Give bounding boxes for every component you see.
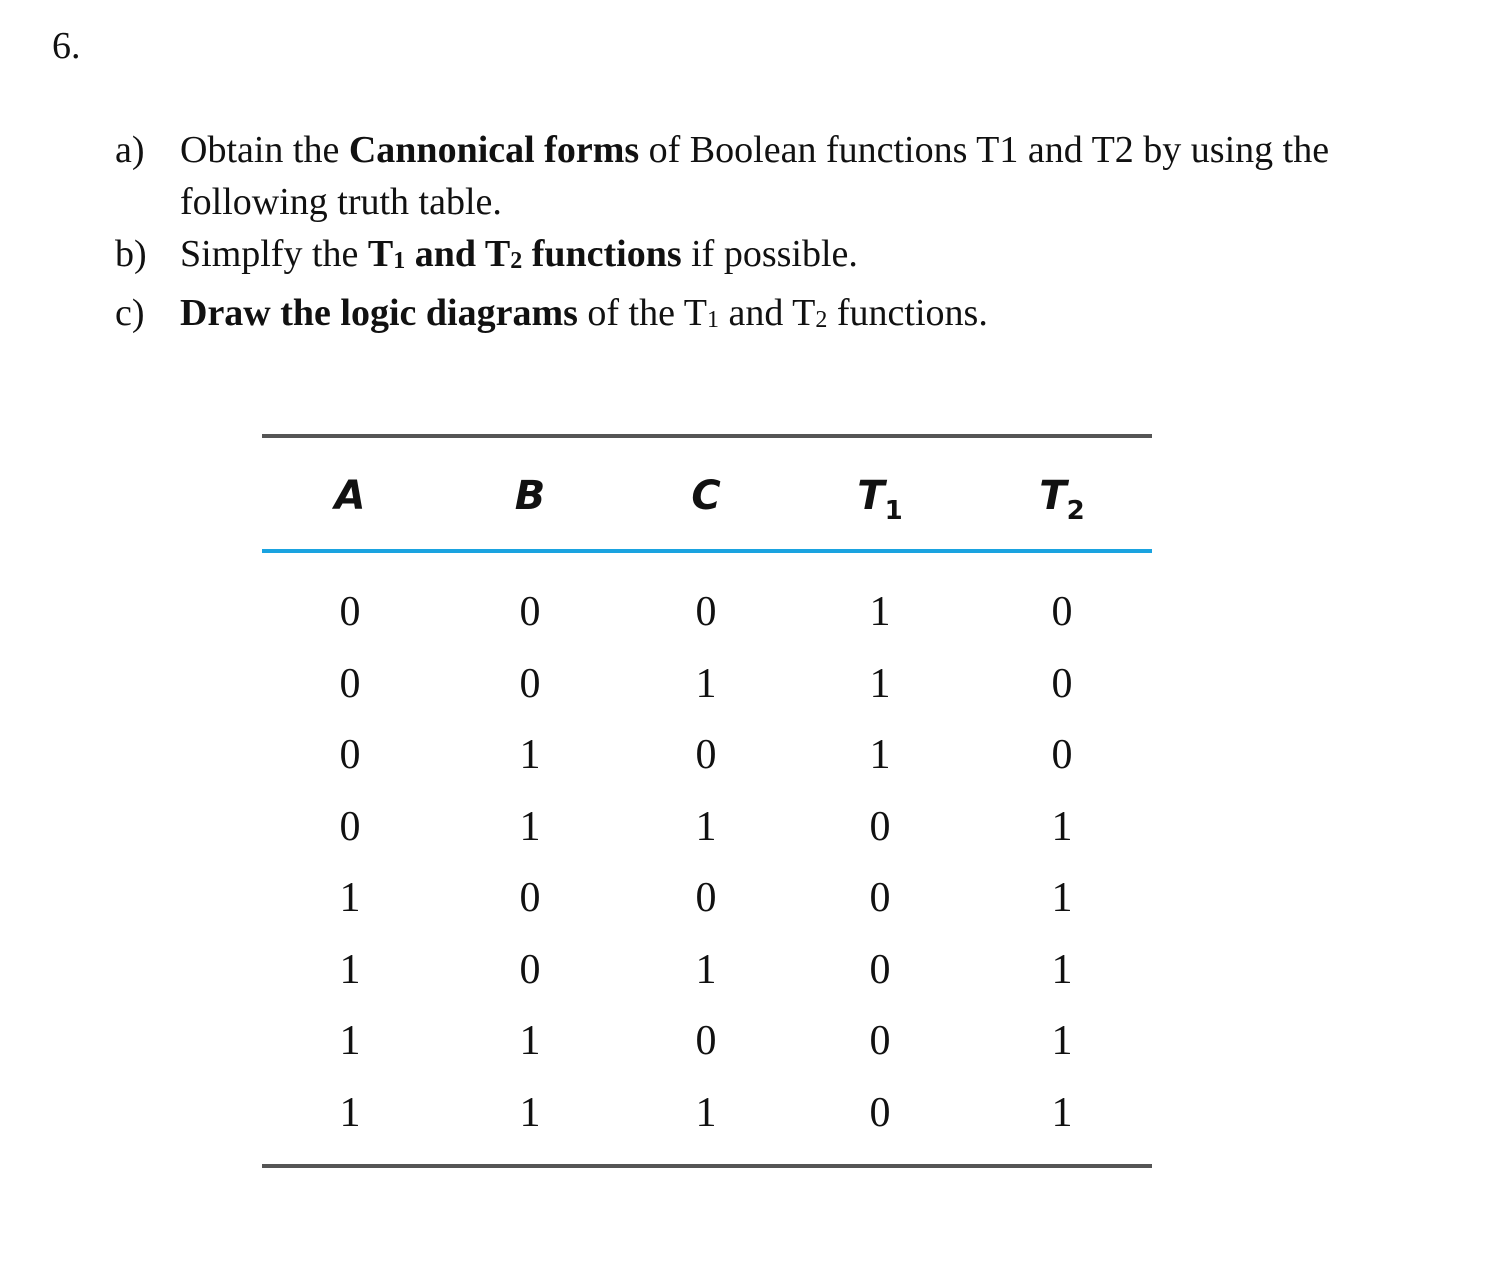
question-a-text (180, 124, 1465, 228)
column-header-label: T (857, 473, 885, 519)
table-cell: 0 (519, 946, 541, 993)
table-cell: 1 (695, 803, 717, 850)
table-cell: 0 (339, 589, 361, 635)
question-b (115, 228, 1465, 287)
table-cell: 1 (695, 946, 717, 993)
table-header-row (262, 438, 1152, 549)
table-row (262, 659, 1152, 731)
table-cell: 1 (339, 1089, 361, 1136)
table-cell: 0 (695, 1018, 717, 1064)
table-cell: 1 (1051, 1089, 1073, 1136)
table-cell: 0 (869, 1018, 891, 1064)
table-cell: 1 (519, 1089, 541, 1136)
table-cell: 1 (1051, 803, 1073, 850)
table-cell: 1 (869, 660, 891, 707)
table-cell: 0 (1051, 732, 1073, 778)
table-cell: 1 (519, 803, 541, 850)
text-segment: of Boolean functions T1 and T2 by using the following truth table. (180, 129, 1330, 223)
table-row (262, 1088, 1152, 1160)
column-header-label: C (691, 473, 721, 519)
table-cell: 0 (1051, 589, 1073, 635)
column-header (1039, 472, 1084, 535)
question-a-label: a) (115, 129, 145, 171)
table-cell: 1 (1051, 875, 1073, 921)
table-cell: 0 (339, 660, 361, 707)
table-row (262, 1016, 1152, 1088)
table-cell: 1 (695, 660, 717, 707)
table-cell: 0 (695, 589, 717, 635)
table-cell: 1 (695, 1089, 717, 1136)
table-cell: 1 (869, 589, 891, 635)
text-segment: if possible. (681, 233, 858, 275)
text-segment: functions (522, 233, 682, 275)
table-bottom-rule (262, 1164, 1152, 1168)
text-segment: and T (719, 292, 816, 334)
table-cell: 0 (869, 875, 891, 921)
column-header (857, 472, 902, 535)
table-cell: 0 (519, 875, 541, 921)
text-segment: 2 (510, 248, 523, 274)
table-row (262, 873, 1152, 945)
text-segment: and T (405, 233, 511, 275)
table-cell: 1 (519, 1018, 541, 1064)
table-cell: 1 (1051, 1018, 1073, 1064)
table-cell: 0 (519, 660, 541, 707)
question-a (115, 124, 1465, 228)
question-c (115, 287, 1465, 346)
question-list (115, 124, 1465, 346)
text-segment: Simplfy the (180, 233, 368, 275)
text-segment: 1 (707, 307, 719, 333)
column-header-label: A (334, 473, 366, 519)
table-cell: 0 (869, 946, 891, 993)
table-row (262, 587, 1152, 659)
table-body (262, 553, 1152, 1164)
question-b-label: b) (115, 233, 147, 275)
table-cell: 1 (339, 946, 361, 993)
column-header (691, 472, 720, 520)
text-segment: Draw the logic diagrams (180, 292, 578, 334)
column-header-subscript: 2 (1066, 496, 1085, 526)
table-cell: 0 (695, 875, 717, 921)
text-segment: Cannonical forms (348, 129, 640, 171)
table-cell: 0 (339, 803, 361, 850)
text-segment: 2 (815, 307, 828, 333)
text-segment: T (367, 233, 394, 275)
question-number: 6. (52, 25, 81, 67)
table-cell: 1 (869, 732, 891, 778)
table-cell: 0 (339, 732, 361, 778)
table-cell: 1 (519, 732, 541, 778)
text-segment: 1 (393, 248, 406, 274)
text-segment: of the T (577, 292, 707, 334)
table-row (262, 945, 1152, 1017)
table-cell: 0 (695, 732, 717, 778)
table-cell: 0 (869, 1089, 891, 1136)
table-cell: 1 (1051, 946, 1073, 993)
question-c-text (180, 287, 1465, 346)
text-segment: functions. (827, 292, 988, 334)
column-header-subscript: 1 (884, 496, 903, 526)
table-cell: 0 (869, 803, 891, 850)
column-header (515, 472, 546, 520)
table-cell: 1 (339, 875, 361, 921)
table-cell: 0 (1051, 660, 1073, 707)
truth-table (262, 434, 1152, 1168)
question-c-label: c) (115, 292, 145, 334)
table-cell: 1 (339, 1018, 361, 1064)
table-cell: 0 (519, 589, 541, 635)
column-header (335, 472, 366, 520)
table-row (262, 730, 1152, 802)
column-header-label: T (1039, 473, 1067, 519)
question-b-text (180, 228, 1465, 287)
column-header-label: B (514, 473, 546, 519)
table-row (262, 802, 1152, 874)
text-segment: Obtain the (180, 129, 349, 171)
